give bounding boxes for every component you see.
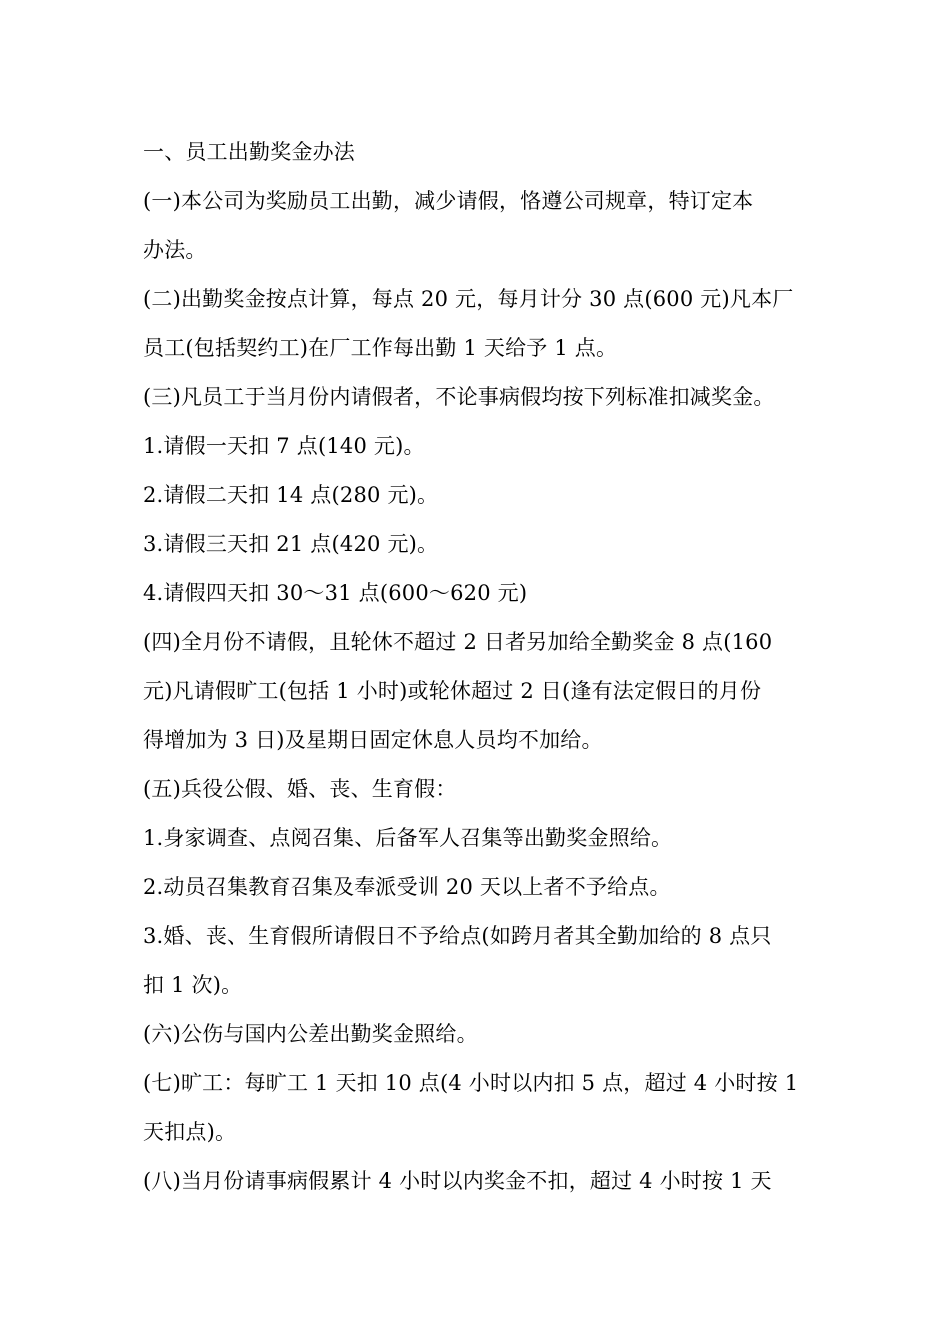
paragraph-line: (三)凡员工于当月份内请假者，不论事病假均按下列标准扣减奖金。 <box>143 385 775 409</box>
section-heading: 一、员工出勤奖金办法 <box>143 140 355 164</box>
paragraph-line: (八)当月份请事病假累计 4 小时以内奖金不扣，超过 4 小时按 1 天 <box>143 1169 772 1193</box>
list-item: 扣 1 次)。 <box>143 973 243 997</box>
paragraph-line: (五)兵役公假、婚、丧、生育假： <box>143 777 457 801</box>
document-page <box>143 128 813 1206</box>
paragraph-line: 元)凡请假旷工(包括 1 小时)或轮休超过 2 日(逢有法定假日的月份 <box>143 679 762 703</box>
paragraph-line: (一)本公司为奖励员工出勤，减少请假，恪遵公司规章，特订定本 <box>143 189 754 213</box>
list-item: 2.请假二天扣 14 点(280 元)。 <box>143 483 439 507</box>
paragraph-line: 员工(包括契约工)在厂工作每出勤 1 天给予 1 点。 <box>143 336 618 360</box>
list-item: 1.请假一天扣 7 点(140 元)。 <box>143 434 425 458</box>
list-item: 3.婚、丧、生育假所请假日不予给点(如跨月者其全勤加给的 8 点只 <box>143 924 772 948</box>
list-item: 1.身家调查、点阅召集、后备军人召集等出勤奖金照给。 <box>143 826 673 850</box>
list-item: 4.请假四天扣 30～31 点(600～620 元) <box>143 581 528 605</box>
list-item: 3.请假三天扣 21 点(420 元)。 <box>143 532 439 556</box>
paragraph-line: (四)全月份不请假，且轮休不超过 2 日者另加给全勤奖金 8 点(160 <box>143 630 773 654</box>
list-item: 2.动员召集教育召集及奉派受训 20 天以上者不予给点。 <box>143 875 671 899</box>
paragraph-line: (二)出勤奖金按点计算，每点 20 元，每月计分 30 点(600 元)凡本厂 <box>143 287 794 311</box>
paragraph-line: 得增加为 3 日)及星期日固定休息人员均不加给。 <box>143 728 603 752</box>
paragraph-line: 办法。 <box>143 238 207 262</box>
paragraph-line: 天扣点)。 <box>143 1120 237 1144</box>
paragraph-line: (七)旷工：每旷工 1 天扣 10 点(4 小时以内扣 5 点，超过 4 小时按 1 <box>143 1071 799 1095</box>
paragraph-line: (六)公伤与国内公差出勤奖金照给。 <box>143 1022 478 1046</box>
